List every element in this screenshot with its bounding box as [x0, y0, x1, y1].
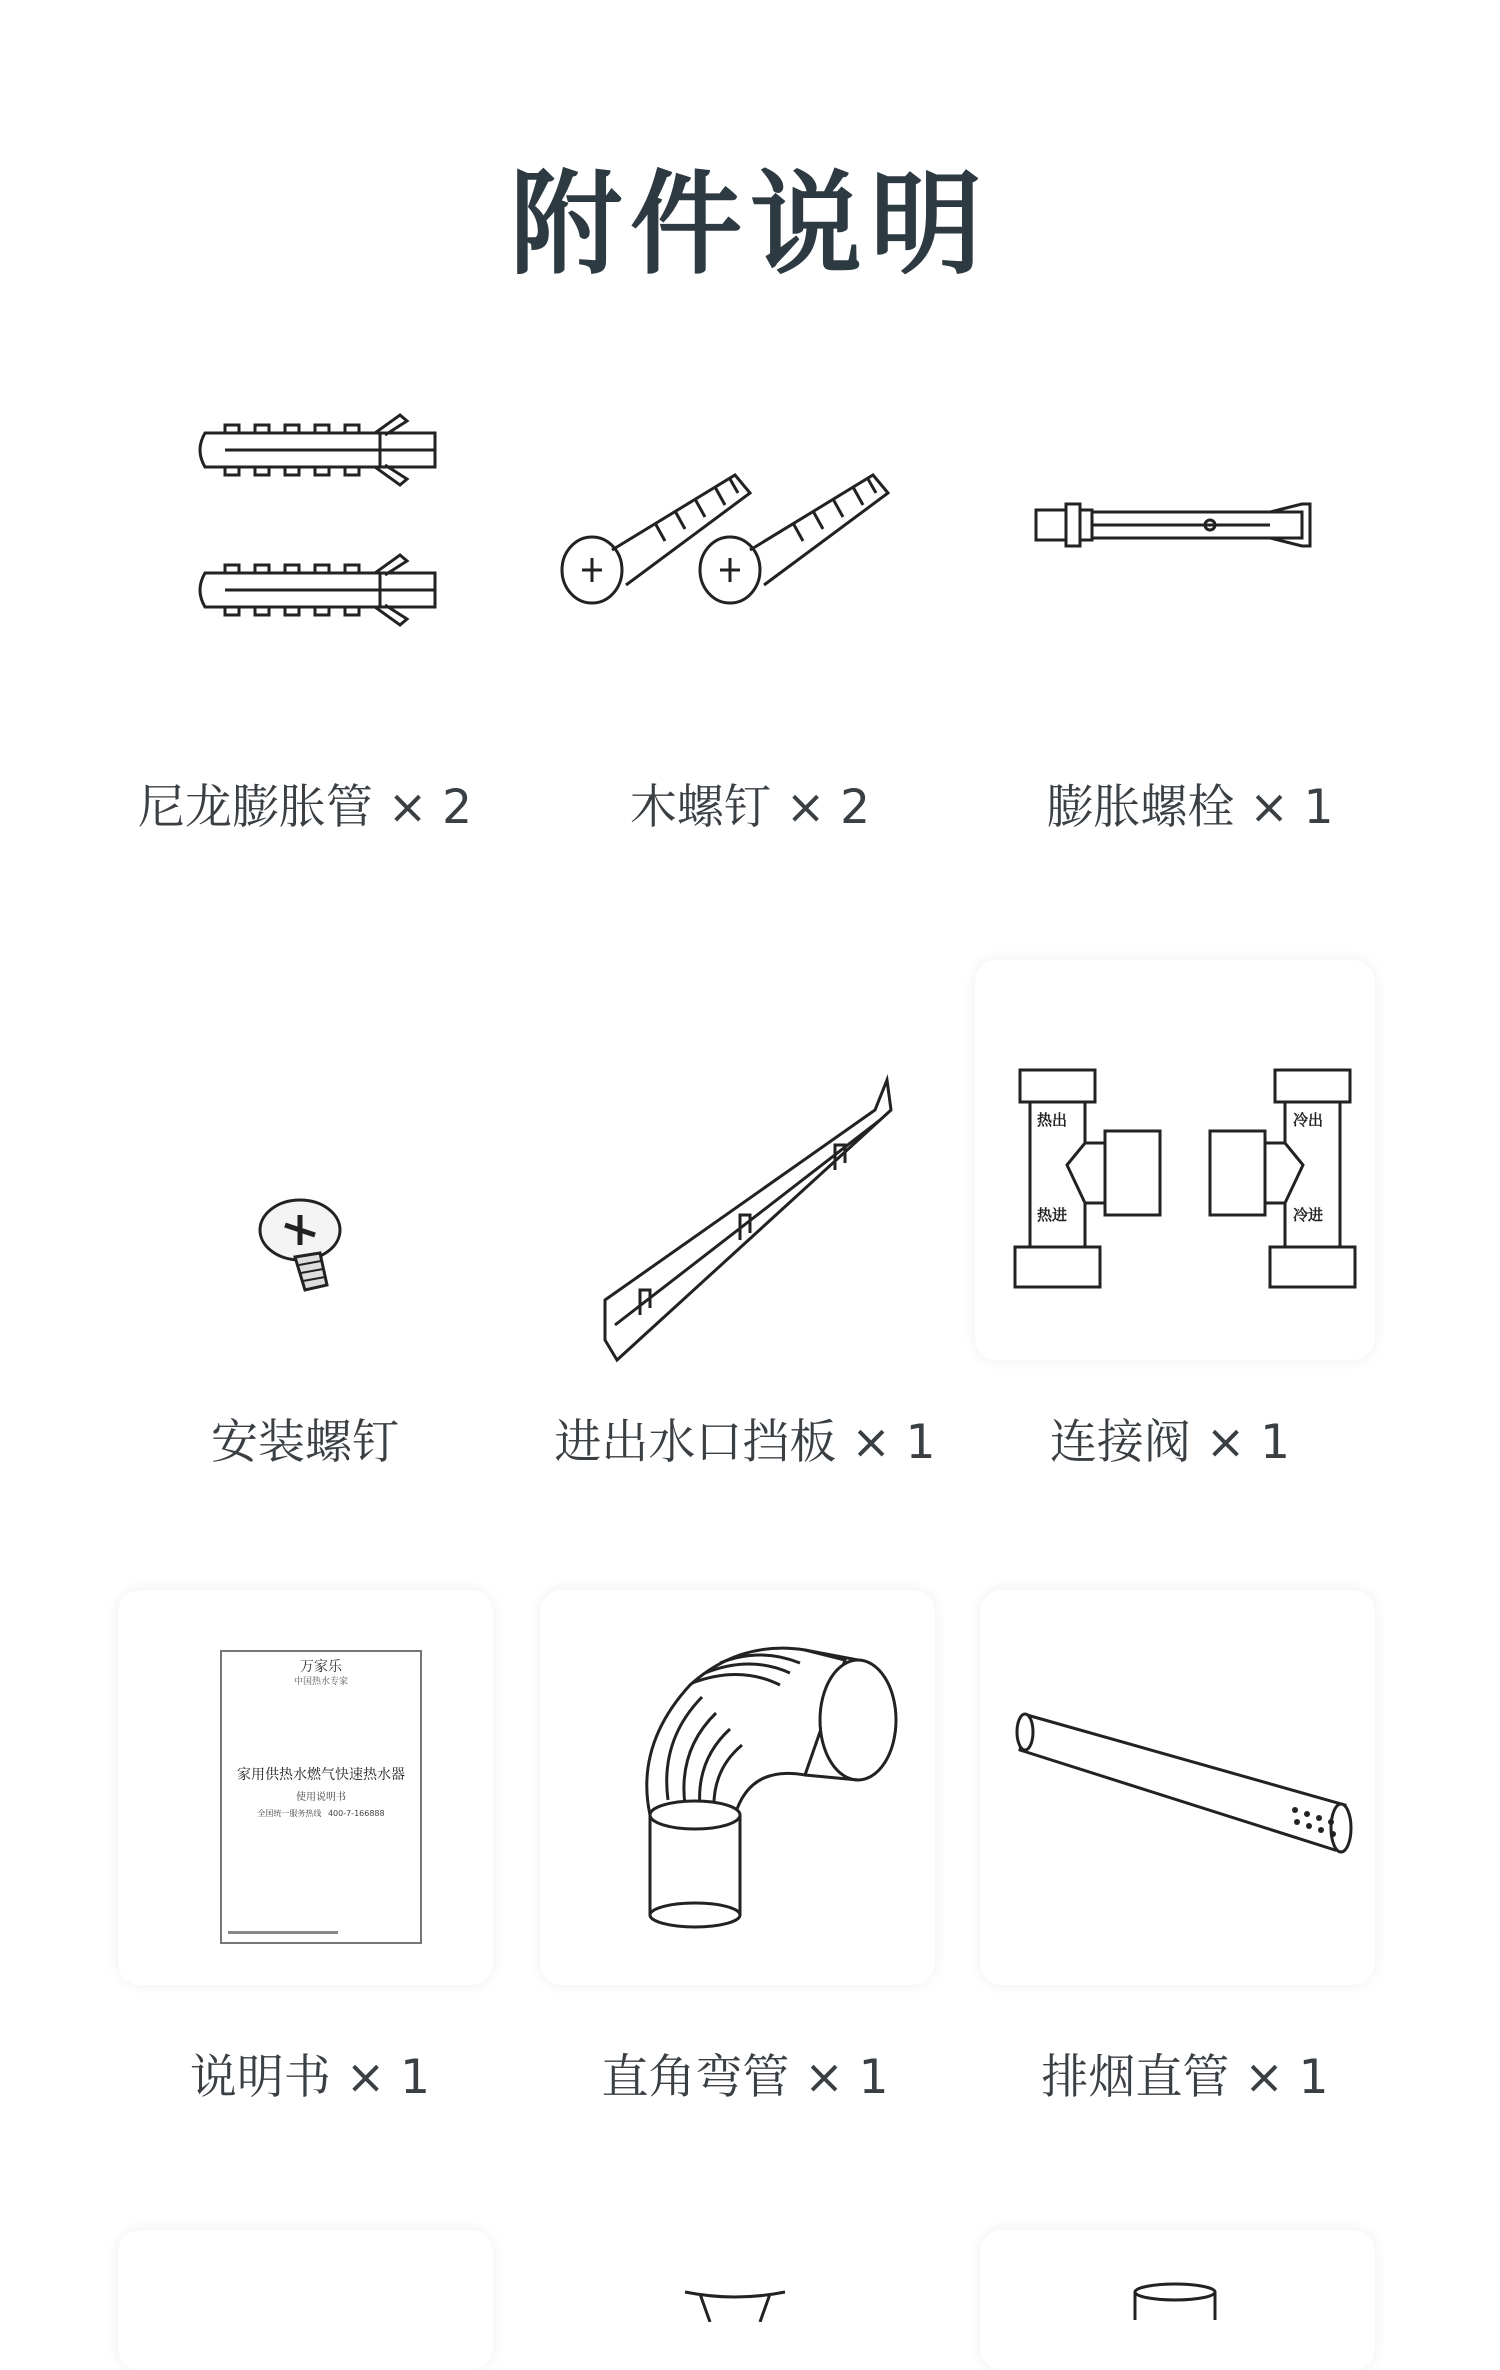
manual-icon: [220, 1650, 422, 1944]
partial-item-icon-2: [1130, 2280, 1220, 2320]
connection-valve-icon: [1005, 1065, 1375, 1290]
mounting-screw-icon: [255, 1185, 365, 1305]
nylon-anchor-icon: [185, 395, 465, 655]
elbow-pipe-icon: [630, 1625, 900, 1945]
partial-item-icon: [680, 2282, 790, 2322]
item-label-exhaust-pipe: 排烟直管 × 1: [1041, 2050, 1329, 2105]
item-label-expansion-bolt: 膨胀螺栓 × 1: [1046, 780, 1334, 835]
exhaust-pipe-icon: [1015, 1710, 1355, 1870]
card-next-row-left: [118, 2230, 493, 2370]
manual-hotline-label: 全国统一服务热线: [257, 1809, 322, 1818]
valve-tag-hot-out: 热出: [1037, 1111, 1068, 1129]
item-label-water-inlet-baffle: 进出水口挡板 × 1: [554, 1415, 936, 1470]
manual-brand: 万家乐: [300, 1659, 342, 1675]
valve-tag-cold-out: 冷出: [1293, 1111, 1324, 1129]
wood-screw-icon: [560, 445, 940, 615]
manual-footer-line: [228, 1931, 338, 1934]
manual-hotline-number: 400-7-166888: [327, 1809, 385, 1818]
item-label-connection-valve: 连接阀 × 1: [1049, 1415, 1291, 1470]
page-title: 附件说明: [510, 160, 990, 290]
item-label-nylon-anchor: 尼龙膨胀管 × 2: [137, 780, 473, 835]
manual-product: 家用供热水燃气快速热水器: [237, 1767, 405, 1783]
valve-tag-cold-in: 冷进: [1293, 1206, 1324, 1224]
item-label-elbow-pipe: 直角弯管 × 1: [601, 2050, 889, 2105]
manual-tagline: 中国热水专家: [293, 1677, 348, 1687]
manual-hotline: [222, 1808, 420, 1819]
item-label-manual: 说明书 × 1: [189, 2050, 431, 2105]
water-inlet-baffle-icon: [595, 1070, 905, 1370]
expansion-bolt-icon: [1030, 490, 1350, 560]
item-label-wood-screw: 木螺钉 × 2: [629, 780, 871, 835]
manual-doc-title: 使用说明书: [296, 1792, 346, 1803]
item-label-mounting-screw: 安装螺钉: [211, 1415, 399, 1470]
valve-tag-hot-in: 热进: [1037, 1206, 1068, 1224]
